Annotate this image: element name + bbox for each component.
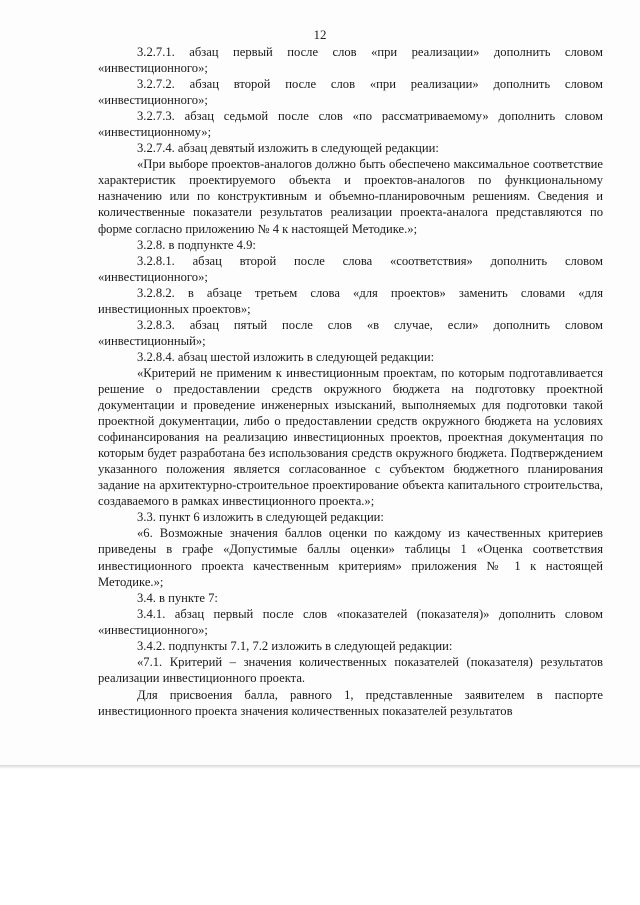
- page-bottom-edge: [0, 765, 640, 769]
- paragraph: 3.2.8. в подпункте 4.9:: [137, 237, 256, 252]
- document-body: [98, 44, 603, 719]
- paragraph: 3.2.7.4. абзац девятый изложить в следующей редакции:: [137, 141, 439, 156]
- paragraph: 3.2.7.1. абзац первый после слов «при реализации» дополнить словом «инвестиционного»;: [98, 45, 603, 76]
- paragraph: «Критерий не применим к инвестиционным проектам, по которым подготавливается решение о предоставлении средств окружного бюджета на подготовку проектной документации и проведение инженерных изысканий, выполняемых для подготовки такой проектной документации, либо о предоставлении средств окружного бюджета на условиях софинансирования на реализацию инвестиционных проектов, проектная документация по которым будет разработана без использования средств окружного бюджета. Подтверждением указанного положения является согласованное с субъектом бюджетного планирования задание на архитектурно-строительное проектирование объекта капитального строительства, создаваемого в рамках инвестиционного проекта.»;: [98, 365, 603, 509]
- paragraph: Для присвоения балла, равного 1, представленные заявителем в паспорте инвестиционного проекта значения количественных показателей результатов: [98, 687, 603, 718]
- page-number: 12: [313, 27, 327, 42]
- paragraph: «7.1. Критерий – значения количественных показателей (показателя) результатов реализации инвестиционного проекта.: [98, 654, 603, 685]
- paragraph: 3.4.2. подпункты 7.1, 7.2 изложить в следующей редакции:: [137, 638, 453, 653]
- paragraph: «При выборе проектов-аналогов должно быть обеспечено максимальное соответствие характеристик проектируемого объекта и проектов-аналогов по функциональному назначению или по конструктивным и объемно-планировочным решениям. Сведения и количественные показатели результатов реализации проекта-аналога представляются по форме согласно приложению № 4 к настоящей Методике.»;: [98, 157, 603, 236]
- paragraph: 3.2.8.4. абзац шестой изложить в следующей редакции:: [137, 349, 435, 364]
- paragraph: «6. Возможные значения баллов оценки по каждому из качественных критериев приведены в графе «Допустимые баллы оценки» таблицы 1 «Оценка соответствия инвестиционного проекта качественным критериям» приложения № 1 к настоящей Методике.»;: [98, 526, 603, 589]
- paragraph: 3.2.8.3. абзац пятый после слов «в случае, если» дополнить словом «инвестиционный»;: [98, 317, 603, 348]
- paragraph: 3.2.7.3. абзац седьмой после слов «по рассматриваемому» дополнить словом «инвестиционному»;: [98, 109, 603, 140]
- paragraph: 3.3. пункт 6 изложить в следующей редакции:: [137, 510, 384, 525]
- paragraph: 3.4.1. абзац первый после слов «показателей (показателя)» дополнить словом «инвестиционного»;: [98, 606, 603, 637]
- paragraph: 3.4. в пункте 7:: [137, 590, 218, 605]
- paragraph: 3.2.8.2. в абзаце третьем слова «для проектов» заменить словами «для инвестиционных проектов»;: [98, 285, 603, 316]
- paragraph: 3.2.7.2. абзац второй после слов «при реализации» дополнить словом «инвестиционного»;: [98, 77, 603, 108]
- paragraph: 3.2.8.1. абзац второй после слова «соответствия» дополнить словом «инвестиционного»;: [98, 253, 603, 284]
